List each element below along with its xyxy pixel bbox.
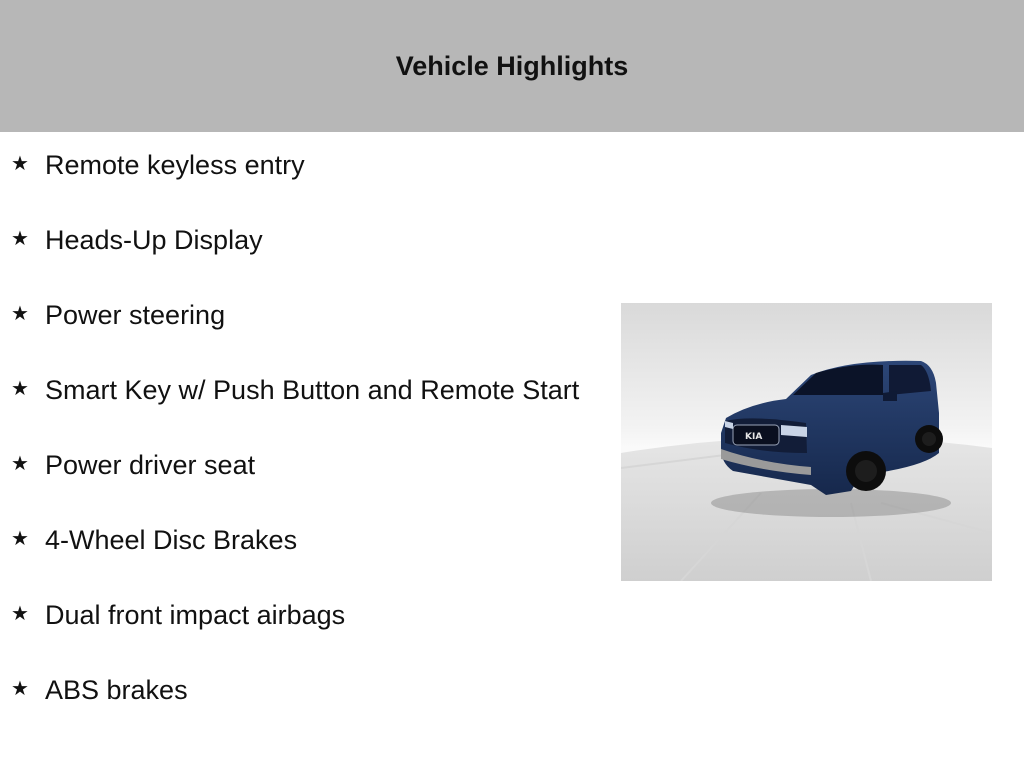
star-icon: ★ [11,151,29,175]
highlight-label: Power steering [45,300,226,330]
highlight-item [0,598,600,633]
star-icon: ★ [11,376,29,400]
highlight-item [0,448,600,483]
highlight-label: ABS brakes [45,675,188,705]
highlight-label: Remote keyless entry [45,150,305,180]
star-icon: ★ [11,226,29,250]
highlight-label: Dual front impact airbags [45,600,346,630]
highlight-label: Heads-Up Display [45,225,263,255]
highlights-list [0,148,600,748]
highlight-item [0,673,600,708]
star-icon: ★ [11,526,29,550]
star-icon: ★ [11,301,29,325]
svg-text:KIA: KIA [745,432,763,442]
star-icon: ★ [11,676,29,700]
highlight-label: Power driver seat [45,450,256,480]
page-title: Vehicle Highlights [395,50,629,81]
highlight-item [0,523,600,558]
highlight-label: Smart Key w/ Push Button and Remote Start [45,375,580,405]
suv-illustration [621,303,992,581]
star-icon: ★ [11,451,29,475]
highlight-item [0,223,600,258]
highlight-item [0,298,600,333]
highlight-item [0,373,600,408]
highlight-label: 4-Wheel Disc Brakes [45,525,298,555]
star-icon: ★ [11,601,29,625]
vehicle-photo [621,303,992,581]
page-header [0,0,1024,132]
highlight-item [0,148,600,183]
